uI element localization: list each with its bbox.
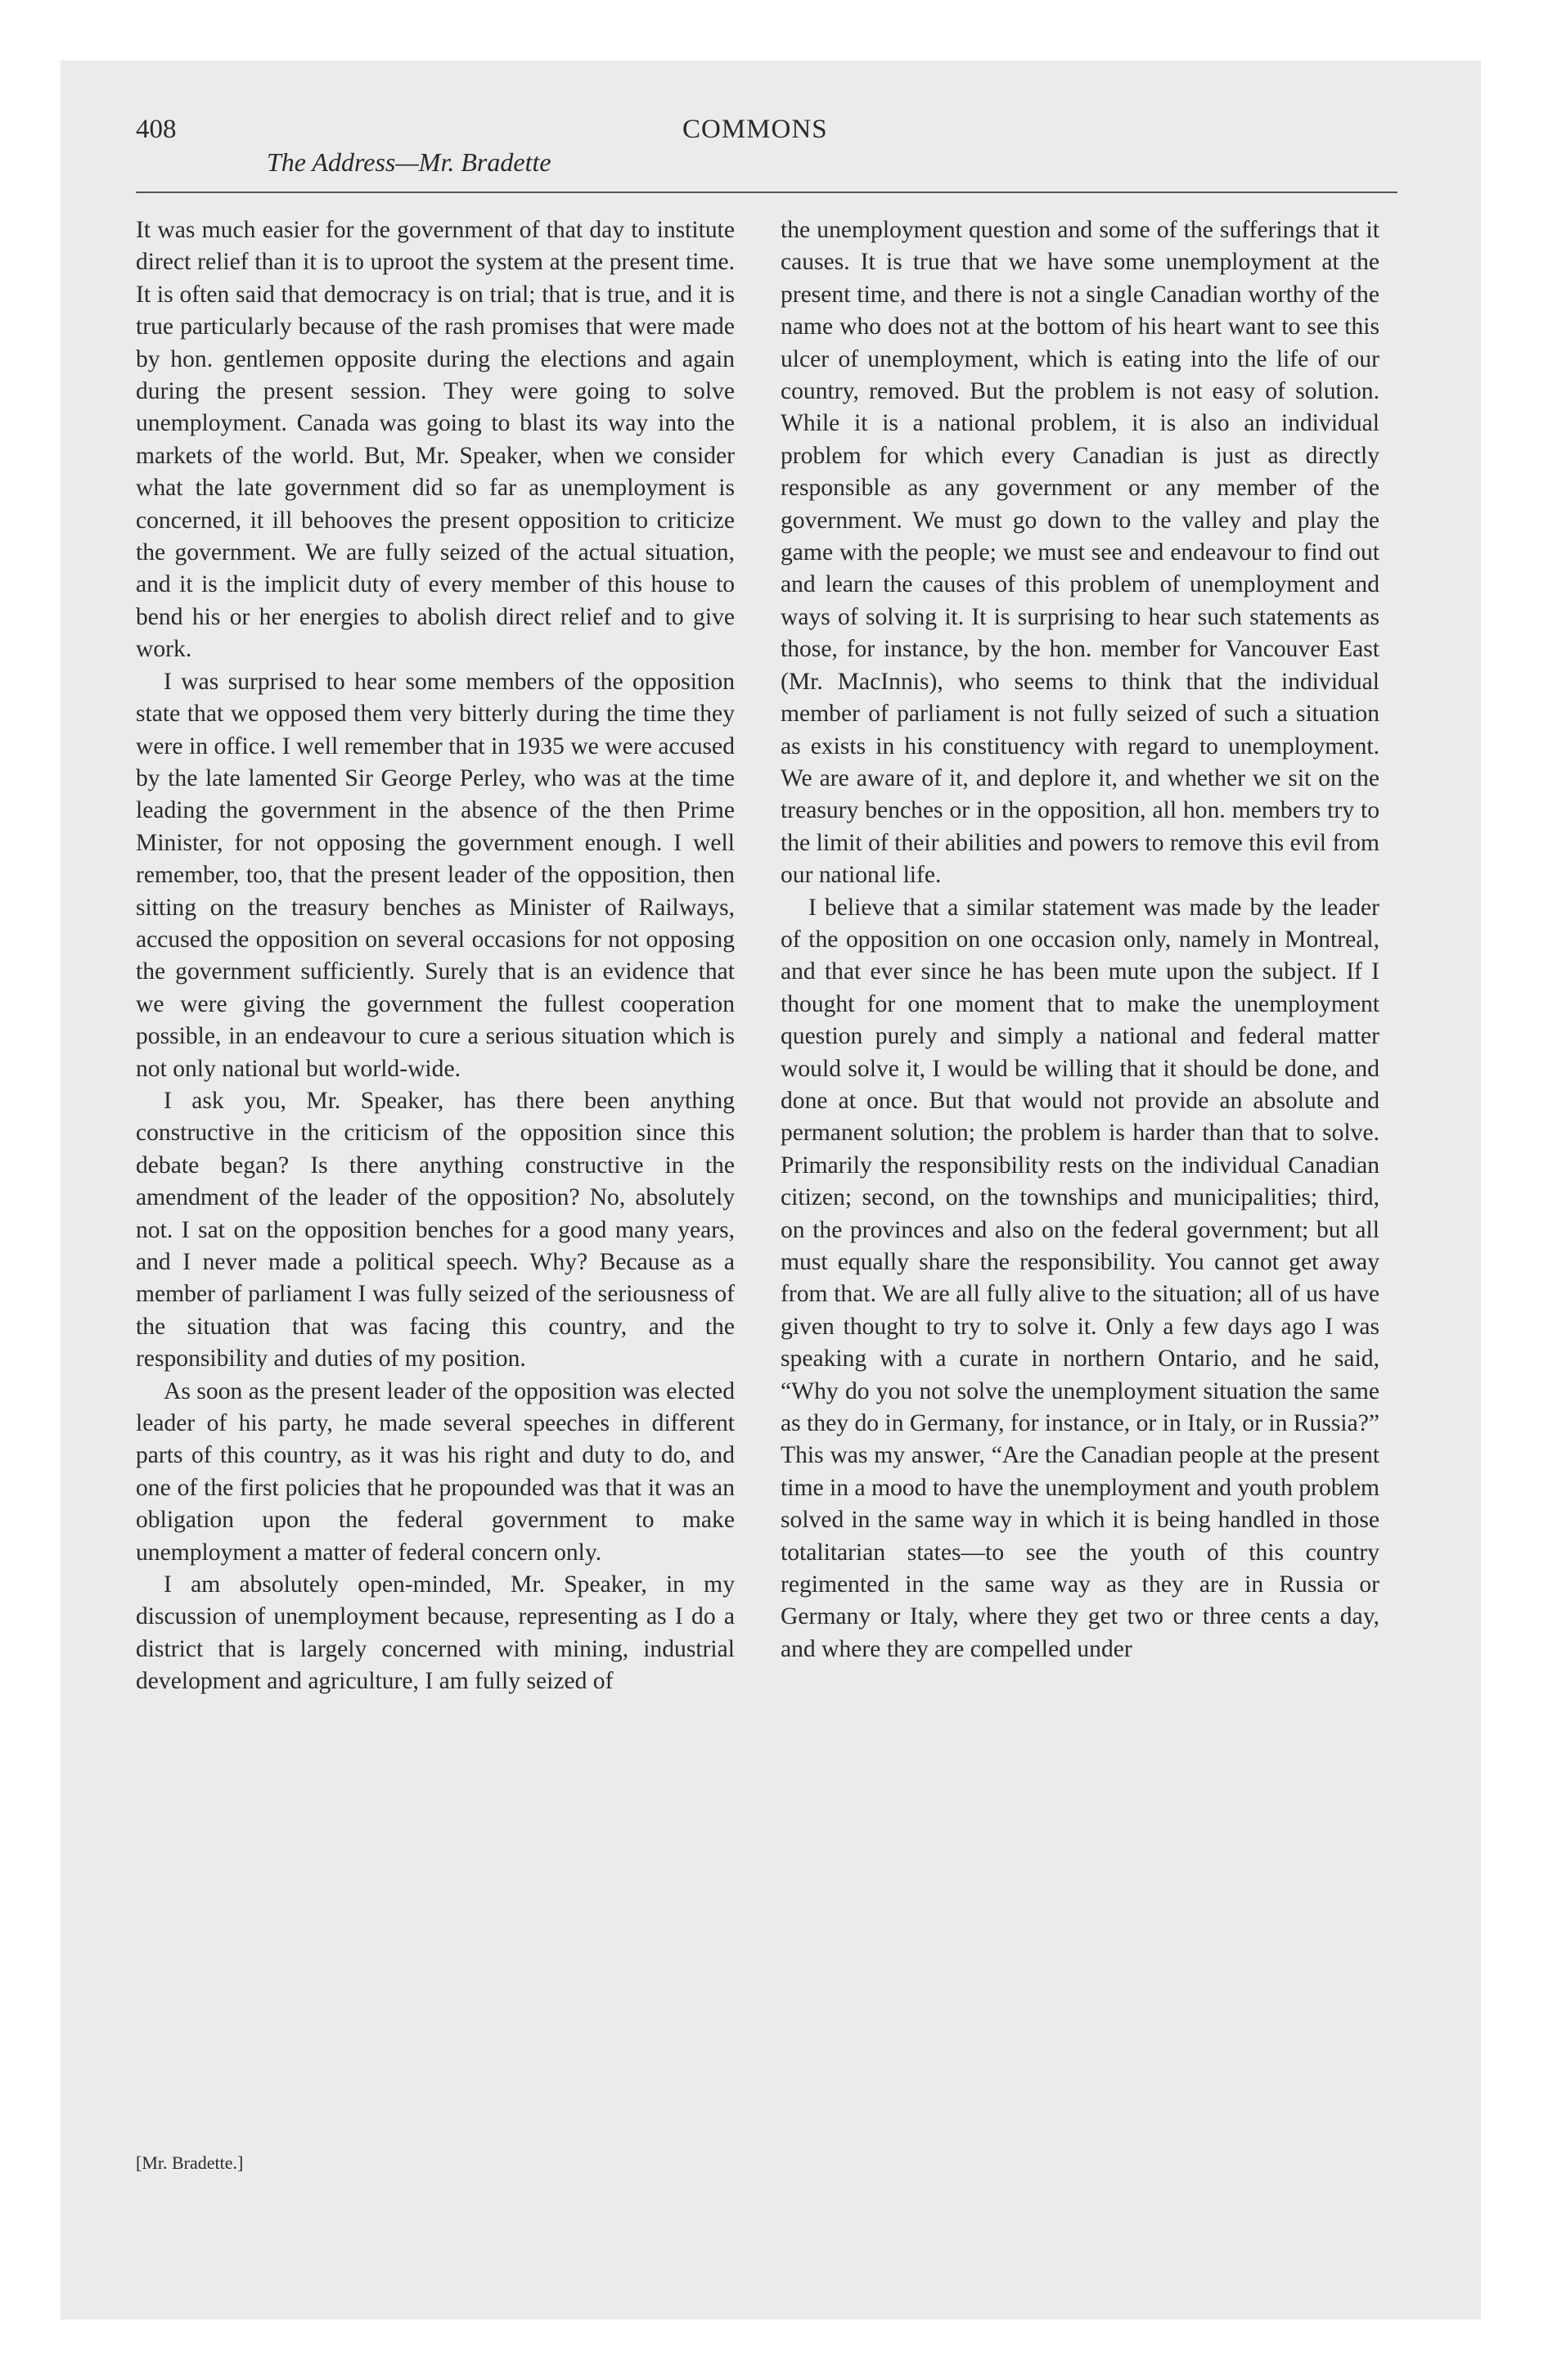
paragraph: I believe that a similar statement was made by the leader of the opposition on one occasion only, namely in Montreal, and that ever since he has been mute upon the subject. If I thought for one moment that to make the unemployment question purely and simply a national and federal matter would solve it, I would be willing that it should be done, and done at once. But that would not provide an absolute and permanent solution; the problem is harder than that to solve. Primarily the responsibility rests on the individual Canadian citizen; second, on the townships and municipalities; third, on the provinces and also on the federal government; but all must equally share the responsibility. You cannot get away from that. We are all fully alive to the situation; all of us have given thought to try to solve it. Only a few days ago I was speaking with a curate in northern Ontario, and he said, “Why do you not solve the unemployment situation the same as they do in Germany, for instance, or in Italy, or in Russia?” This was my answer, “Are the Canadian people at the present time in a mood to have the unemployment and youth problem solved in the same way in which it is being handled in those totalitarian states—to see the youth of this country regimented in the same way as they are in Russia or Germany or Italy, where they get two or three cents a day, and where they are compelled under: [781, 894, 1379, 1662]
page: [136, 106, 1397, 2267]
paragraph: the unemployment question and some of the sufferings that it causes. It is true that we have some unemployment at the present time, and there is not a single Canadian worthy of the name who does not at the bottom of his heart want to see this ulcer of unemployment, which is eating into the life of our country, removed. But the problem is not easy of solution. While it is a national problem, it is also an individual problem for which every Canadian is just as directly responsible as any government or any member of the government. We must go down to the valley and play the game with the people; we must see and endeavour to find out and learn the causes of this problem of unemployment and ways of solving it. It is surprising to hear such statements as those, for instance, by the hon. member for Vancouver East (Mr. MacInnis), who seems to think that the individual member of parliament is not fully seized of such a situation as exists in his constituency with regard to unemployment. We are aware of it, and deplore it, and whether we sit on the treasury benches or in the opposition, all hon. members try to the limit of their abilities and powers to remove this evil from our national life.: [781, 217, 1379, 889]
header-rule: [136, 192, 1397, 193]
paragraph: It was much easier for the government of that day to institute direct relief than it is to uproot the system at the present time. It is often said that democracy is on trial; that is true, and it is true particularly because of the rash promises that were made by hon. gentlemen opposite during the elections and again during the present session. They were going to solve unemployment. Canada was going to blast its way into the markets of the world. But, Mr. Speaker, when we consider what the late government did so far as unemployment is concerned, it ill behooves the present opposition to criticize the government. We are fully seized of the actual situation, and it is the implicit duty of every member of this house to bend his or her energies to abolish direct relief and to give work.: [136, 217, 735, 663]
page-header: [136, 106, 1397, 198]
speaker-footer: [Mr. Bradette.]: [136, 2152, 244, 2173]
section-subtitle: The Address—Mr. Bradette: [267, 147, 551, 177]
paragraph: I was surprised to hear some members of the opposition state that we opposed them very bitterly during the time they were in office. I well remember that in 1935 we were accused by the late lamented Sir George Perley, who was at the time leading the government in the absence of the then Prime Minister, for not opposing the government enough. I well remember, too, that the present leader of the opposition, then sitting on the treasury benches as Minister of Railways, accused the opposition on several occasions for not opposing the government sufficiently. Surely that is an evidence that we were giving the government the fullest cooperation possible, in an endeavour to cure a serious situation which is not only national but world-wide.: [136, 668, 735, 1082]
paragraph: I am absolutely open-minded, Mr. Speaker, in my discussion of unemployment because, representing as I do a district that is largely concerned with mining, industrial development and agriculture, I am fully seized of: [136, 1571, 735, 1695]
page-number: 408: [136, 115, 177, 144]
right-column: [781, 214, 1379, 1666]
paragraph: As soon as the present leader of the opposition was elected leader of his party, he made several speeches in different parts of this country, as it was his right and duty to do, and one of the first policies that he propounded was that it was an obligation upon the federal government to make unemployment a matter of federal concern only.: [136, 1377, 735, 1566]
running-title: COMMONS: [682, 115, 828, 144]
left-column: [136, 214, 735, 1698]
paragraph: I ask you, Mr. Speaker, has there been anything constructive in the criticism of the opposition since this debate began? Is there anything constructive in the amendment of the leader of the opposition? No, absolutely not. I sat on the opposition benches for a good many years, and I never made a political speech. Why? Because as a member of parliament I was fully seized of the seriousness of the situation that was facing this country, and the responsibility and duties of my position.: [136, 1087, 735, 1373]
